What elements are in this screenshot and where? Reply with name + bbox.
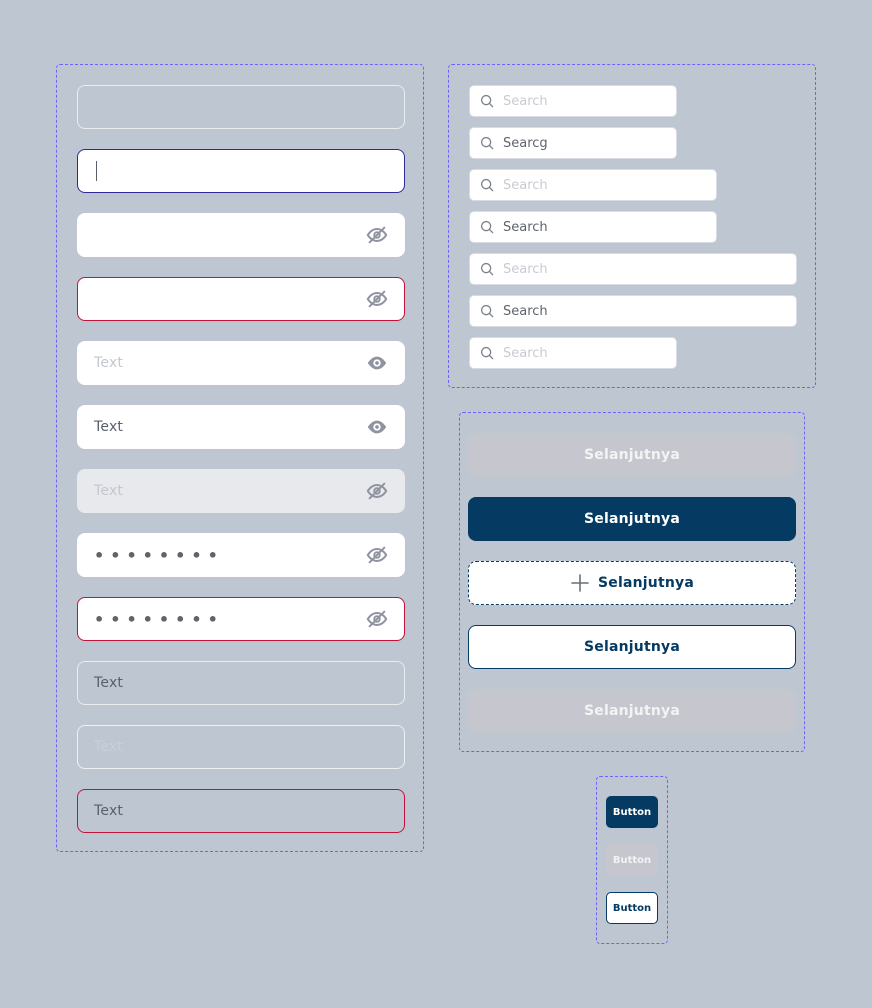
small-button-states-frame (596, 776, 668, 944)
text-field-focused[interactable] (77, 149, 405, 193)
button-label: Button (612, 854, 652, 866)
search-value: Search (503, 303, 548, 319)
password-field-filled-error[interactable] (77, 597, 405, 641)
small-button-primary[interactable] (606, 796, 658, 828)
button-label: Selanjutnya (584, 447, 680, 463)
plus-icon (570, 573, 590, 593)
text-field-error[interactable] (77, 789, 405, 833)
button-label: Selanjutnya (584, 511, 680, 527)
text-field-ghost[interactable] (77, 725, 405, 769)
search-icon (480, 304, 494, 318)
text-field-empty[interactable] (77, 85, 405, 129)
small-button-disabled (606, 844, 658, 876)
search-icon (480, 220, 494, 234)
search-input[interactable] (469, 127, 677, 159)
eye-off-icon[interactable] (366, 224, 388, 246)
search-icon (480, 346, 494, 360)
search-placeholder: Search (503, 345, 548, 361)
text-field-states-frame (56, 64, 424, 852)
password-field-filled[interactable] (77, 533, 405, 577)
text-field-placeholder: Text (94, 355, 124, 371)
search-icon (480, 262, 494, 276)
search-value: Search (503, 219, 548, 235)
button-states-frame (459, 412, 805, 752)
password-field-placeholder[interactable] (77, 341, 405, 385)
next-button-disabled (468, 433, 796, 477)
text-field-placeholder: Text (94, 483, 124, 499)
search-placeholder: Search (503, 93, 548, 109)
password-field-error[interactable] (77, 277, 405, 321)
eye-off-icon[interactable] (366, 544, 388, 566)
search-value: Searcg (503, 135, 548, 151)
search-icon (480, 178, 494, 192)
text-field-value: Text (94, 803, 124, 819)
next-button-add[interactable] (468, 561, 796, 605)
next-button-primary[interactable] (468, 497, 796, 541)
text-field-value: Text (94, 419, 124, 435)
next-button-disabled (468, 689, 796, 733)
search-placeholder: Search (503, 261, 548, 277)
eye-icon[interactable] (366, 416, 388, 438)
search-input[interactable] (469, 211, 717, 243)
password-field[interactable] (77, 213, 405, 257)
search-placeholder: Search (503, 177, 548, 193)
text-cursor (96, 161, 97, 181)
password-dots: •••••••• (94, 545, 224, 565)
next-button-outline[interactable] (468, 625, 796, 669)
password-dots: •••••••• (94, 609, 224, 629)
password-field-disabled (77, 469, 405, 513)
eye-off-icon[interactable] (366, 288, 388, 310)
button-label: Button (612, 902, 652, 914)
text-field-outline[interactable] (77, 661, 405, 705)
button-label: Button (612, 806, 652, 818)
search-icon (480, 94, 494, 108)
small-button-outline[interactable] (606, 892, 658, 924)
search-icon (480, 136, 494, 150)
eye-off-icon[interactable] (366, 608, 388, 630)
text-field-value: Text (94, 675, 124, 691)
search-input[interactable] (469, 253, 797, 285)
search-field-states-frame (448, 64, 816, 388)
button-label: Selanjutnya (584, 703, 680, 719)
eye-off-icon (366, 480, 388, 502)
search-input[interactable] (469, 337, 677, 369)
eye-icon[interactable] (366, 352, 388, 374)
text-field-placeholder: Text (94, 739, 124, 755)
search-input[interactable] (469, 85, 677, 117)
password-field-shown[interactable] (77, 405, 405, 449)
search-input[interactable] (469, 169, 717, 201)
search-input[interactable] (469, 295, 797, 327)
button-label: Selanjutnya (598, 575, 694, 591)
button-label: Selanjutnya (584, 639, 680, 655)
